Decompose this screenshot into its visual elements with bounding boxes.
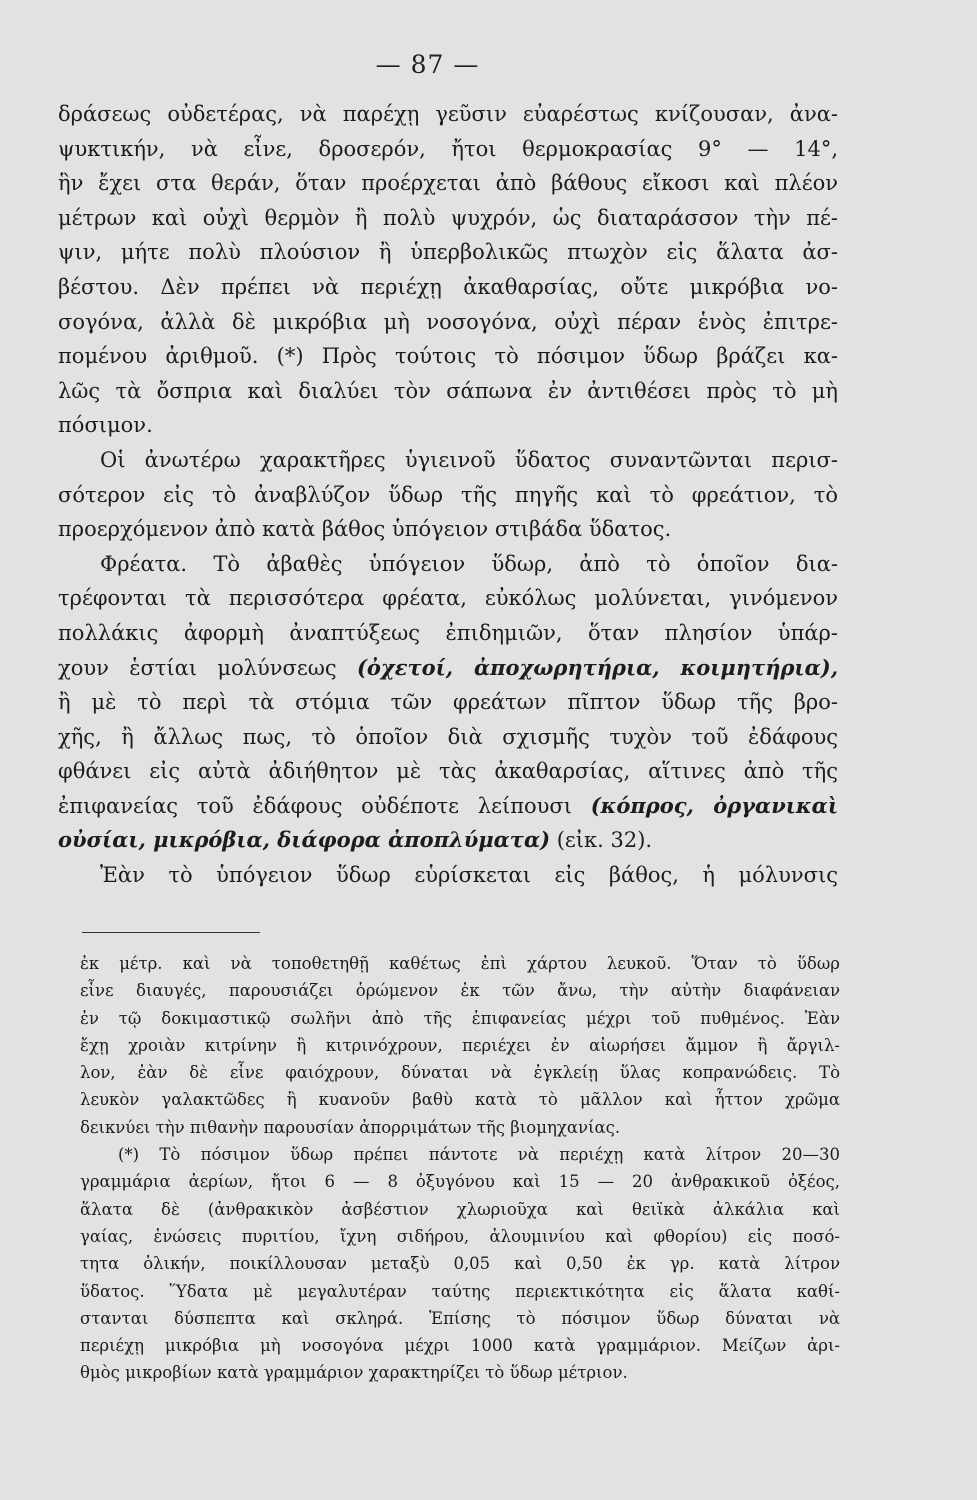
main-text-block: [58, 97, 838, 893]
footnote-line: λον, ἐὰν δὲ εἶνε φαιόχρουν, δύναται νὰ ἐγκλείῃ ὕλας κοπρανώδεις. Τὸ: [80, 1063, 840, 1083]
emphasis-text: (κόπρος, ὀργανικαὶ: [590, 792, 838, 818]
text-line: σογόνα, ἀλλὰ δὲ μικρόβια μὴ νοσογόνα, οὐχὶ πέραν ἑνὸς ἐπιτρε-: [58, 309, 838, 334]
emphasis-text: οὐσίαι, μικρόβια, διάφορα ἀποπλύματα): [58, 827, 551, 853]
text-segment: χουν ἑστίαι μολύνσεως: [58, 655, 337, 680]
text-line: τρέφονται τὰ περισσότερα φρέατα, εὐκόλως μολύνεται, γινόμενον: [58, 586, 838, 611]
text-line: δράσεως οὐδετέρας, νὰ παρέχῃ γεῦσιν εὐαρέστως κνίζουσαν, ἀνα-: [58, 102, 838, 126]
footnote-line: ἐκ μέτρ. καὶ νὰ τοποθετηθῇ καθέτως ἐπὶ χάρτου λευκοῦ. Ὅταν τὸ ὕδωρ: [80, 954, 840, 973]
text-line: προερχόμενον ἀπὸ κατὰ βάθος ὑπόγειον στιβάδα ὕδατος.: [58, 517, 672, 542]
text-line: Ἐὰν τὸ ὑπόγειον ὕδωρ εὑρίσκεται εἰς βάθος, ἡ μόλυνσις: [100, 863, 838, 888]
text-line: πόσιμον.: [58, 413, 153, 438]
footnote-line: γραμμάρια ἀερίων, ἤτοι 6 — 8 ὀξυγόνου καὶ 15 — 20 ἀνθρακικοῦ ὀξέος,: [80, 1172, 840, 1192]
text-line: μέτρων καὶ οὐχὶ θερμὸν ἢ πολὺ ψυχρόν, ὡς διαταράσσον τὴν πέ-: [58, 205, 838, 230]
footnote-line: ὕδατος. Ὕδατα μὲ μεγαλυτέραν ταύτης περιεκτικότητα εἰς ἅλατα καθί-: [80, 1281, 840, 1301]
text-line: Οἱ ἀνωτέρω χαρακτῆρες ὑγιεινοῦ ὕδατος συναντῶνται περισ-: [100, 447, 838, 472]
emphasis-text: (ὀχετοί, ἀποχωρητήρια, κοιμητήρια),: [356, 654, 838, 680]
footnote-line: περιέχῃ μικρόβια μὴ νοσογόνα μέχρι 1000 κατὰ γραμμάριον. Μείζων ἀρι-: [80, 1336, 840, 1356]
text-line: Φρέατα. Τὸ ἀβαθὲς ὑπόγειον ὕδωρ, ἀπὸ τὸ ὁποῖον δια-: [100, 551, 838, 576]
text-segment: ἐπιφανείας τοῦ ἐδάφους οὐδέποτε λείπουσι: [58, 793, 572, 818]
text-line: φθάνει εἰς αὐτὰ ἀδιήθητον μὲ τὰς ἀκαθαρσίας, αἵτινες ἀπὸ τῆς: [58, 759, 838, 784]
text-line: σότερον εἰς τὸ ἀναβλύζον ὕδωρ τῆς πηγῆς καὶ τὸ φρεάτιον, τὸ: [58, 482, 838, 507]
footnote-line: εἶνε διαυγές, παρουσιάζει ὁρώμενον ἐκ τῶν ἄνω, τὴν αὐτὴν διαφάνειαν: [80, 981, 840, 1001]
footnote-line: (*) Τὸ πόσιμον ὕδωρ πρέπει πάντοτε νὰ περιέχῃ κατὰ λίτρον 20—30: [118, 1145, 840, 1165]
text-line: ψιν, μήτε πολὺ πλούσιον ἢ ὑπερβολικῶς πτωχὸν εἰς ἅλατα ἀσ-: [58, 240, 838, 265]
text-line: [58, 651, 838, 686]
footnote-line: ἔχῃ χροιὰν κιτρίνην ἢ κιτρινόχρουν, περιέχει ἐν αἰωρήσει ἄμμον ἢ ἄργιλ-: [80, 1035, 840, 1055]
figure-reference: (εἰκ. 32).: [556, 828, 653, 853]
footnote-line: λευκὸν γαλακτῶδες ἢ κυανοῦν βαθὺ κατὰ τὸ μᾶλλον καὶ ἧττον χρῶμα: [80, 1090, 840, 1110]
footnote-line: θμὸς μικροβίων κατὰ γραμμάριον χαρακτηρίζει τὸ ὕδωρ μέτριον.: [80, 1363, 628, 1383]
footnote-line: γαίας, ἑνώσεις πυριτίου, ἴχνη σιδήρου, ἀλουμινίου καὶ φθορίου) εἰς ποσό-: [80, 1226, 840, 1246]
text-line: πολλάκις ἀφορμὴ ἀναπτύξεως ἐπιδημιῶν, ὅταν πλησίον ὑπάρ-: [58, 620, 838, 645]
text-line: [58, 823, 838, 858]
text-line: ἣν ἔχει στα θεράν, ὅταν προέρχεται ἀπὸ βάθους εἴκοσι καὶ πλέον: [58, 171, 838, 196]
page-number: — 87 —: [375, 50, 480, 79]
footnote-line: δεικνύει τὴν πιθανὴν παρουσίαν ἀπορριμάτων τῆς βιομηχανίας.: [80, 1117, 621, 1137]
text-line: χῆς, ἢ ἄλλως πως, τὸ ὁποῖον διὰ σχισμῆς τυχὸν τοῦ ἐδάφους: [58, 724, 838, 749]
text-line: [58, 789, 838, 824]
footnote-line: ἐν τῷ δοκιμαστικῷ σωλῆνι ἀπὸ τῆς ἐπιφανείας μέχρι τοῦ πυθμένος. Ἐὰν: [80, 1008, 840, 1028]
text-line: λῶς τὰ ὄσπρια καὶ διαλύει τὸν σάπωνα ἐν ἀντιθέσει πρὸς τὸ μὴ: [58, 378, 838, 403]
footnote-line: ἅλατα δὲ (ἀνθρακικὸν ἀσβέστιον χλωριοῦχα καὶ θειϊκὰ ἀλκάλια καὶ: [80, 1199, 840, 1219]
text-line: βέστου. Δὲν πρέπει νὰ περιέχῃ ἀκαθαρσίας, οὔτε μικρόβια νο-: [58, 274, 838, 299]
text-line: πομένου ἀριθμοῦ. (*) Πρὸς τούτοις τὸ πόσιμον ὕδωρ βράζει κα-: [58, 344, 838, 369]
text-line: ψυκτικήν, νὰ εἶνε, δροσερόν, ἤτοι θερμοκρασίας 9° — 14°,: [58, 136, 838, 161]
text-line: ἢ μὲ τὸ περὶ τὰ στόμια τῶν φρεάτων πῖπτον ὕδωρ τῆς βρο-: [58, 690, 838, 715]
footnote-line: τητα ὁλικήν, ποικίλλουσαν μεταξὺ 0,05 καὶ 0,50 ἐκ γρ. κατὰ λίτρον: [80, 1254, 840, 1274]
footnote-separator: [82, 932, 260, 933]
footnote-line: στανται δύσπεπτα καὶ σκληρά. Ἐπίσης τὸ πόσιμον ὕδωρ δύναται νὰ: [80, 1308, 840, 1328]
footnote-block: [80, 950, 840, 1387]
